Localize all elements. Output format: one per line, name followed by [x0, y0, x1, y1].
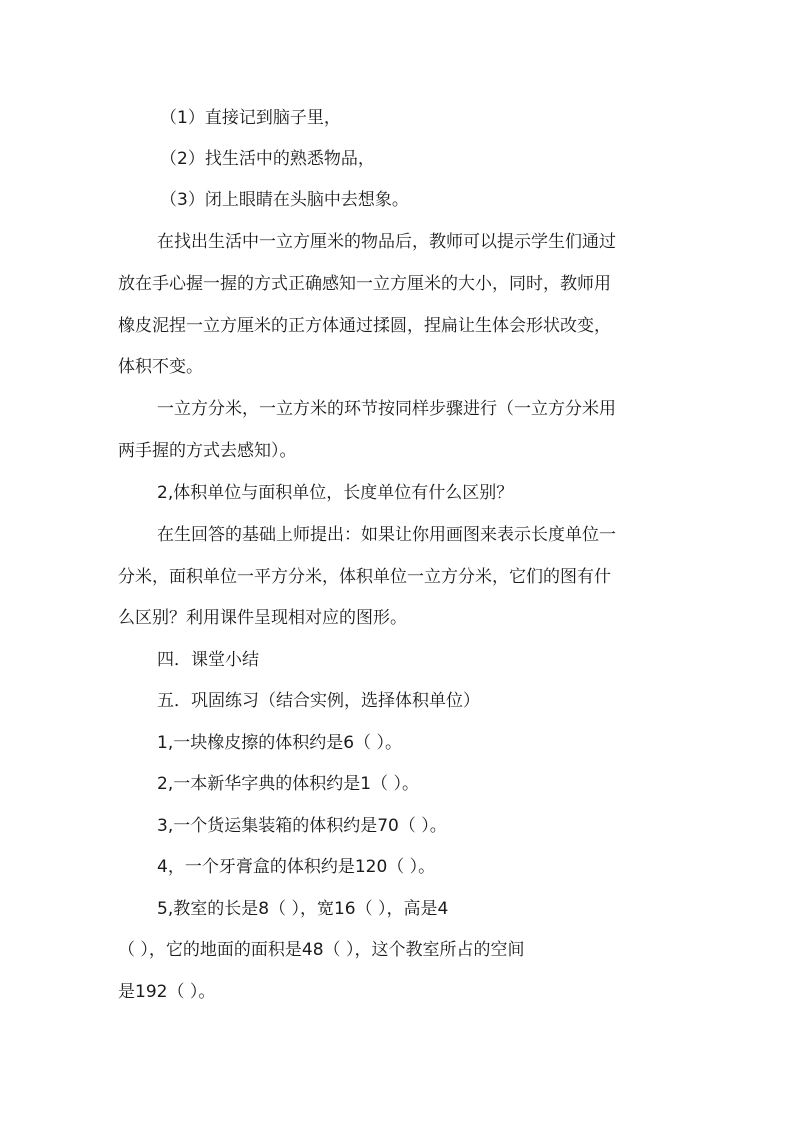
exercise-line: 是192（ ）。	[118, 982, 216, 1002]
paragraph-line: 一立方分米，一立方米的环节按同样步骤进行（一立方分米用	[157, 399, 616, 419]
paragraph-line: 两手握的方式去感知）。	[118, 441, 297, 461]
exercise-line: 2,一本新华字典的体积约是1（ ）。	[157, 774, 419, 794]
list-item: （3）闭上眼睛在头脑中去想象。	[160, 190, 409, 210]
paragraph-line: 在生回答的基础上师提出：如果让你用画图来表示长度单位一	[157, 525, 616, 545]
paragraph-line: 分米，面积单位一平方分米，体积单位一立方分米，它们的图有什	[118, 567, 611, 587]
list-item: （2）找生活中的熟悉物品，	[160, 149, 375, 169]
exercise-line: 5,教室的长是8（ ），宽16（ ），高是4	[157, 899, 449, 919]
section-heading: 五．巩固练习（结合实例，选择体积单位）	[157, 691, 480, 711]
exercise-line: 3,一个货运集装箱的体积约是70（ ）。	[157, 816, 447, 836]
exercise-line: 1,一块橡皮擦的体积约是6（ ）。	[157, 733, 402, 753]
paragraph-line: 橡皮泥捏一立方厘米的正方体通过揉圆，捏扁让生体会形状改变，	[118, 316, 611, 336]
paragraph-line: 放在手心握一握的方式正确感知一立方厘米的大小，同时，教师用	[118, 274, 611, 294]
paragraph-line: 在找出生活中一立方厘米的物品后，教师可以提示学生们通过	[157, 232, 616, 252]
list-item: （1）直接记到脑子里，	[160, 108, 341, 128]
paragraph-line: 么区别？利用课件呈现相对应的图形。	[118, 608, 407, 628]
question-line: 2,体积单位与面积单位，长度单位有什么区别？	[157, 483, 514, 503]
paragraph-line: 体积不变。	[118, 357, 203, 377]
exercise-line: （ ），它的地面的面积是48（ ），这个教室所占的空间	[118, 940, 525, 960]
exercise-line: 4，一个牙膏盒的体积约是120（ ）。	[157, 857, 436, 877]
section-heading: 四．课堂小结	[157, 650, 259, 670]
